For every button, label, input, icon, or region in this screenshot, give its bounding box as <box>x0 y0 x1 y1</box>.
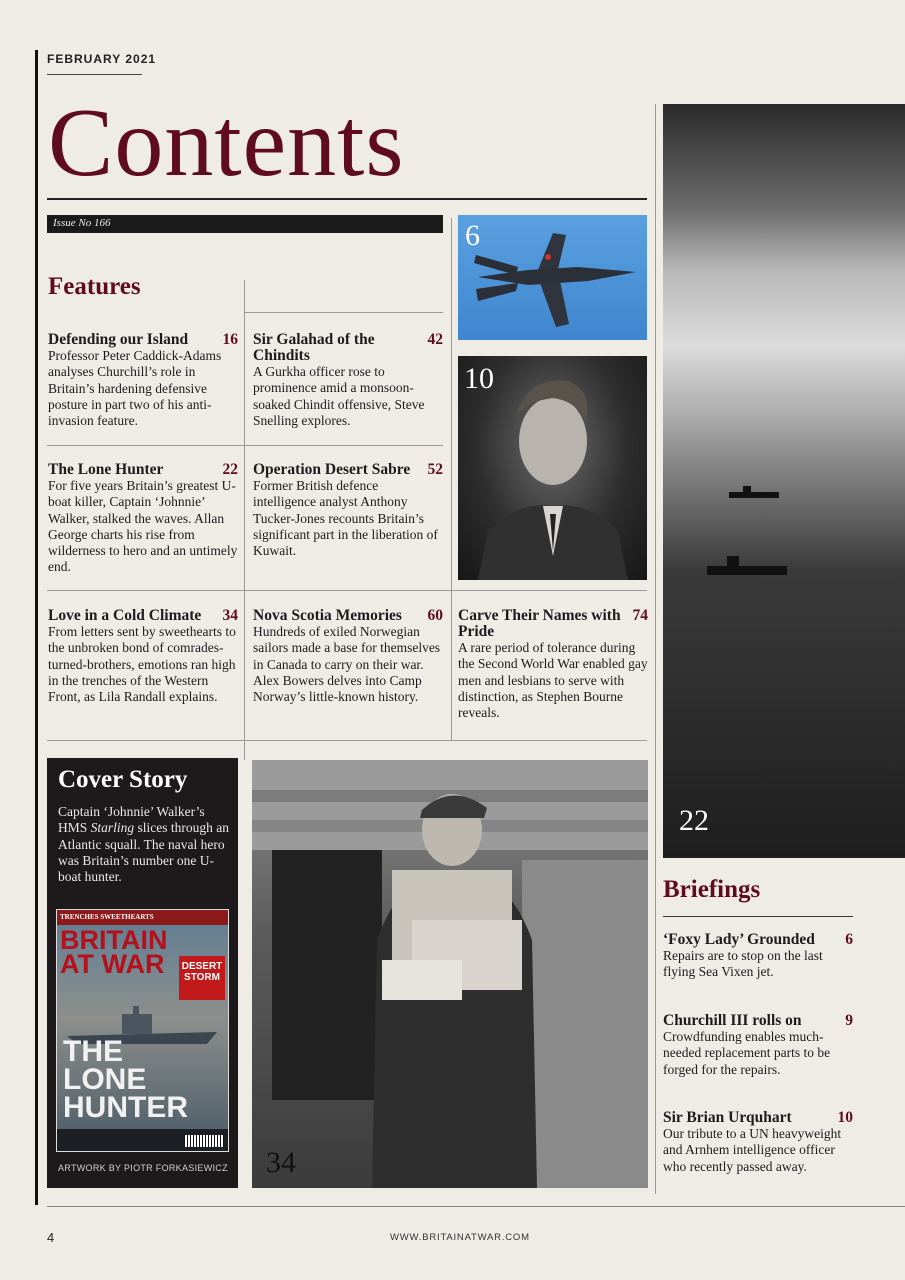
lead-line: THE <box>63 1035 123 1068</box>
briefings-heading: Briefings <box>663 876 761 903</box>
page-title: Contents <box>48 89 405 197</box>
article-page: 60 <box>427 607 443 624</box>
article-description: Professor Peter Caddick-Adams analyses Churchill’s role in Britain’s hardening defensive posture in part two of his anti-invasion feature. <box>48 348 222 429</box>
trench-scene <box>252 760 648 1188</box>
artwork-credit: ARTWORK BY PIOTR FORKASIEWICZ <box>58 1163 228 1173</box>
column-divider <box>451 590 452 740</box>
article-page: 34 <box>222 607 238 624</box>
feature-article[interactable] <box>48 462 238 576</box>
soldier-with-letters-photo[interactable] <box>252 760 648 1188</box>
website-link[interactable]: WWW.BRITAINATWAR.COM <box>390 1232 530 1243</box>
column-divider <box>244 740 245 760</box>
article-title: Sir Galahad of the Chindits <box>253 331 375 364</box>
cover-desc-text: Captain ‘Johnnie’ Walker’s HMS <box>58 804 205 836</box>
article-page: 74 <box>632 607 648 624</box>
article-description: Crowdfunding enables much-needed replacement parts to be forged for the repairs. <box>663 1029 831 1077</box>
row-divider <box>244 312 443 313</box>
left-margin-rule <box>35 50 38 1205</box>
article-page: 9 <box>845 1012 853 1029</box>
feature-article[interactable] <box>48 332 238 429</box>
badge-line: STORM <box>184 972 220 983</box>
article-page: 16 <box>222 331 238 348</box>
portrait-photo[interactable] <box>458 356 647 580</box>
article-title: The Lone Hunter <box>48 461 164 478</box>
masthead-line: BRITAIN <box>60 925 168 955</box>
article-description: Repairs are to stop on the last flying Sea Vixen jet. <box>663 948 823 980</box>
column-divider <box>451 218 452 590</box>
article-description: Former British defence intelligence analyst Anthony Tucker-Jones recounts Britain’s significant part in the liberation of Kuwait. <box>253 478 438 559</box>
magazine-cover-thumbnail[interactable] <box>56 909 229 1152</box>
magazine-lead-title <box>63 1035 188 1124</box>
article-page: 42 <box>427 331 443 348</box>
cover-desc-text: slices through an Atlantic squall. The naval hero was Britain’s number one U-boat hunter. <box>58 820 230 885</box>
article-description: For five years Britain’s greatest U-boat killer, Captain ‘Johnnie’ Walker, stalked the waves. Allan George charts his rise from wilderness to hero and an untimely end. <box>48 478 238 575</box>
article-title: Defending our Island <box>48 331 189 348</box>
page-number: 4 <box>47 1230 55 1245</box>
feature-article[interactable] <box>253 608 443 705</box>
briefing-article[interactable] <box>663 1110 853 1175</box>
row-divider <box>47 740 647 741</box>
feature-article[interactable] <box>458 608 648 721</box>
feature-article[interactable] <box>253 332 443 429</box>
article-description: A Gurkha officer rose to prominence amid a monsoon-soaked Chindit offensive, Steve Snelling explores. <box>253 364 425 428</box>
column-divider <box>655 104 656 1194</box>
ship-silhouettes <box>663 104 905 858</box>
cover-story-box[interactable] <box>47 758 238 1188</box>
article-page: 22 <box>222 461 238 478</box>
magazine-strapline: TRENCHES SWEETHEARTS <box>57 910 228 925</box>
lead-line: LONE <box>63 1063 147 1096</box>
issue-number-bar: Issue No 166 <box>47 215 443 233</box>
article-description: From letters sent by sweethearts to the unbroken bond of comrades-turned-brothers, emotions ran high in the trenches of the Western Front, as Lila Randall explains. <box>48 624 236 705</box>
photo-page-number: 34 <box>266 1146 296 1179</box>
photo-page-number: 6 <box>465 219 480 252</box>
article-title: Operation Desert Sabre <box>253 461 411 478</box>
briefings-rule <box>663 916 853 917</box>
article-description: A rare period of tolerance during the Second World War enabled gay men and lesbians to serve with distinction, as Stephen Bourne reveals. <box>458 640 648 721</box>
feature-article[interactable] <box>48 608 238 705</box>
row-divider <box>47 590 647 591</box>
barcode-icon <box>184 1135 224 1147</box>
title-rule <box>47 198 647 200</box>
article-description: Our tribute to a UN heavyweight and Arnhem intelligence officer who recently passed away. <box>663 1126 842 1174</box>
article-title: Carve Their Names with Pride <box>458 607 621 640</box>
row-divider <box>47 445 443 446</box>
article-title: Sir Brian Urquhart <box>663 1109 792 1126</box>
photo-page-number: 10 <box>464 362 494 395</box>
photo-page-number: 22 <box>679 804 709 837</box>
atlantic-convoy-photo[interactable] <box>663 104 905 858</box>
feature-article[interactable] <box>253 462 443 559</box>
features-heading: Features <box>48 273 141 300</box>
article-page: 6 <box>845 931 853 948</box>
briefing-article[interactable] <box>663 932 853 981</box>
footer-rule <box>47 1206 905 1207</box>
briefing-article[interactable] <box>663 1013 853 1078</box>
magazine-badge <box>179 956 225 1000</box>
article-page: 10 <box>837 1109 853 1126</box>
badge-line: DESERT <box>181 961 223 972</box>
magazine-masthead <box>60 925 168 979</box>
lead-line: HUNTER <box>63 1091 188 1124</box>
column-divider <box>244 280 245 740</box>
issue-date: FEBRUARY 2021 <box>47 52 157 66</box>
cover-ship-name: Starling <box>90 820 135 836</box>
cover-story-heading: Cover Story <box>58 766 188 793</box>
article-page: 52 <box>427 461 443 478</box>
date-underline <box>47 74 142 75</box>
sea-vixen-jet-photo[interactable] <box>458 215 647 340</box>
article-title: Churchill III rolls on <box>663 1012 802 1029</box>
article-title: ‘Foxy Lady’ Grounded <box>663 931 815 948</box>
article-title: Nova Scotia Memories <box>253 607 402 624</box>
masthead-line: AT WAR <box>60 949 165 979</box>
cover-story-description <box>58 804 230 885</box>
article-title: Love in a Cold Climate <box>48 607 202 624</box>
article-description: Hundreds of exiled Norwegian sailors made a base for themselves in Canada to carry on their war. Alex Bowers delves into Camp Norway’s little-known history. <box>253 624 441 705</box>
jet-silhouette <box>458 215 647 340</box>
